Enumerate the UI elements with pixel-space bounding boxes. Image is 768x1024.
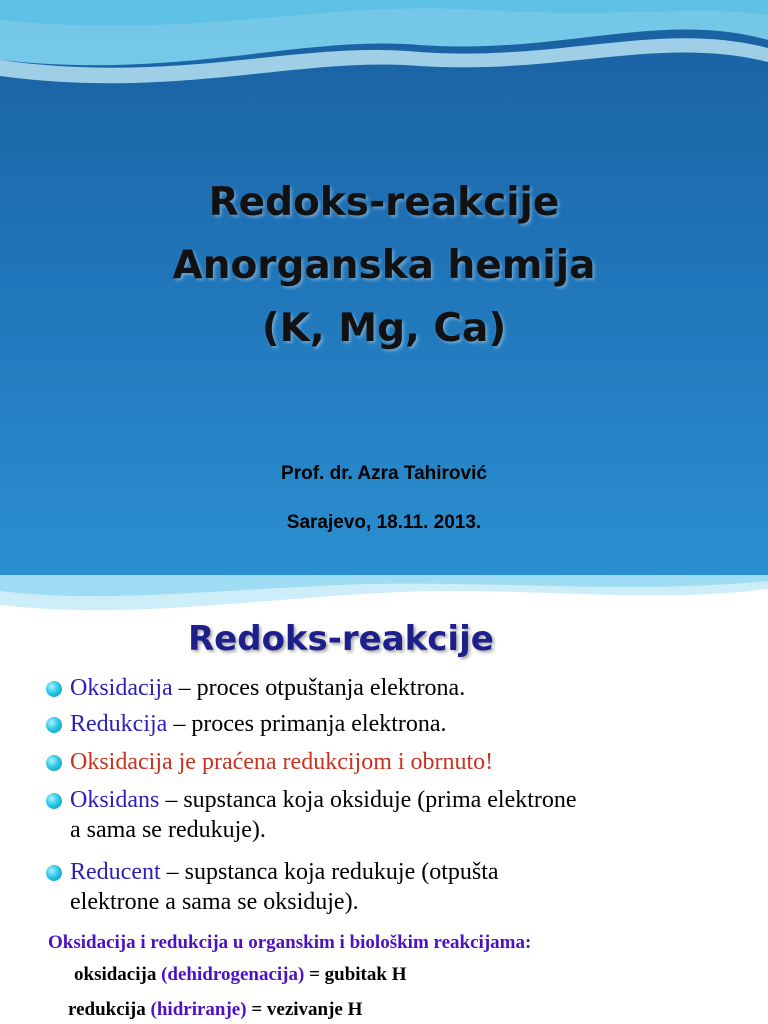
content-slide [0,575,768,1024]
list-item [48,785,763,845]
author: Prof. dr. Azra Tahirović [281,463,487,484]
definition: – supstanca koja redukuje (otpušta [160,859,499,885]
meaning: = gubitak H [304,964,407,985]
bullet-dot-icon [46,755,62,771]
label: redukcija [68,999,151,1020]
definition-continued: elektrone a sama se oksiduje). [70,889,359,915]
reduction-line [68,999,362,1021]
slide-title: Redoks-reakcije [188,619,494,659]
oxidation-line [74,964,406,986]
term: Reducent [70,859,161,885]
place-date: Sarajevo, 18.11. 2013. [286,512,482,533]
highlight-text: Oksidacija je praćena redukcijom i obrnuto! [70,749,494,775]
bullet-dot-icon [46,865,62,881]
bullet-dot-icon [46,717,62,733]
title-line-1: Redoks-reakcije [208,180,560,225]
footer-heading: Oksidacija i redukcija u organskim i biološkim reakcijama: [48,932,532,953]
definition: – supstanca koja oksiduje (prima elektrone [159,787,577,813]
synonym: (dehidrogenacija) [161,964,305,985]
definition-continued: a sama se redukuje). [70,817,266,843]
list-item [48,747,763,777]
definition: – proces primanja elektrona. [167,711,447,737]
meaning: = vezivanje H [246,999,363,1020]
bullet-dot-icon [46,793,62,809]
list-item [48,673,763,703]
list-item [48,857,763,917]
term: Oksidacija [70,675,173,701]
title-line-3: (K, Mg, Ca) [261,306,507,351]
decorative-wave [0,0,768,110]
title-line-2: Anorganska hemija [172,243,596,288]
synonym: (hidriranje) [150,999,247,1020]
definition: – proces otpuštanja elektrona. [172,675,466,701]
list-item [48,709,763,739]
term: Redukcija [70,711,168,737]
label: oksidacija [74,964,162,985]
term: Oksidans [70,787,160,813]
bullet-dot-icon [46,681,62,697]
